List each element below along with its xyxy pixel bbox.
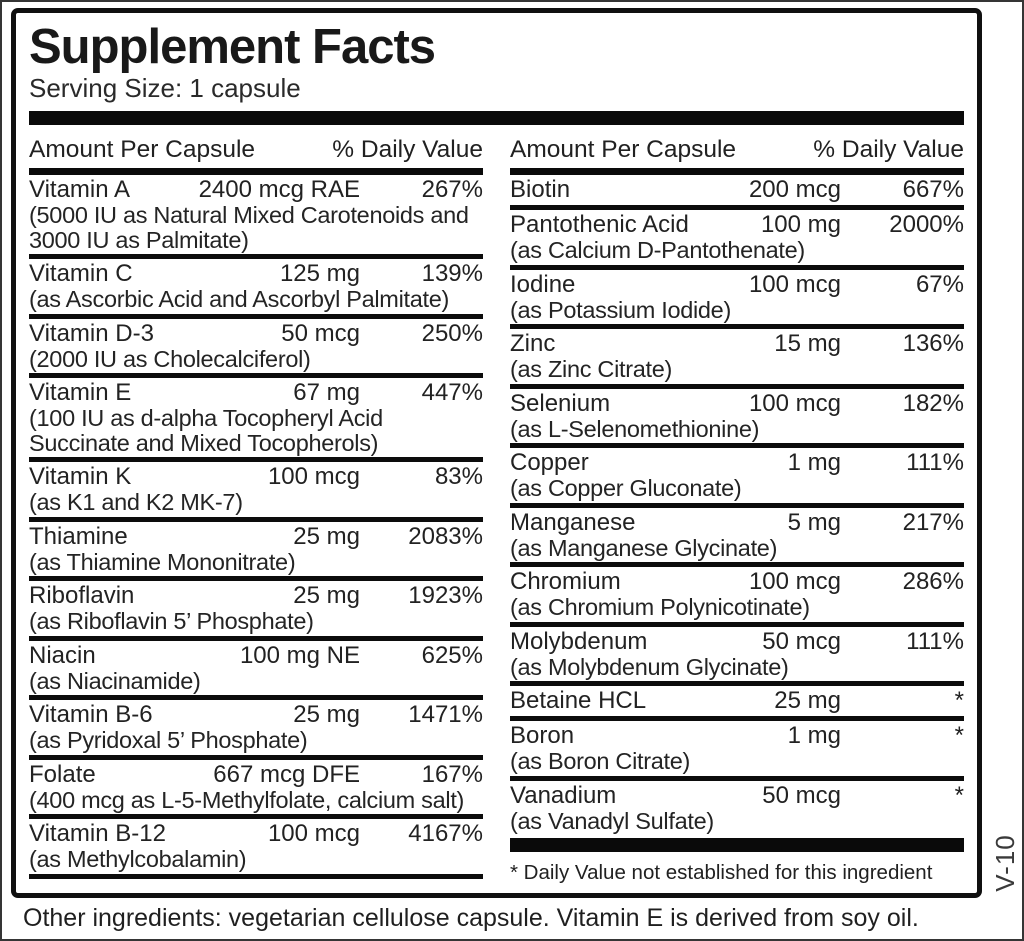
ingredient-amount: 100 mg xyxy=(760,211,841,238)
ingredient-amount: 25 mg xyxy=(293,701,360,728)
supplement-facts-panel xyxy=(11,8,982,898)
ingredient-row-main xyxy=(510,390,964,417)
serving-size: Serving Size: 1 capsule xyxy=(29,73,301,103)
ingredient-row-main xyxy=(29,523,483,550)
ingredient-row-main xyxy=(29,260,483,287)
ingredient-amount: 15 mg xyxy=(774,330,841,357)
ingredient-details: (as L-Selenomethionine) xyxy=(510,415,760,442)
ingredient-row-main xyxy=(29,463,483,490)
ingredient-daily-value: 2000% xyxy=(889,211,964,238)
panel-title: Supplement Facts xyxy=(29,20,436,74)
ingredient-row-main xyxy=(29,176,483,203)
ingredient-row-main xyxy=(510,176,964,203)
ingredient-row-main xyxy=(510,782,964,809)
ingredient-daily-value: 136% xyxy=(902,330,964,357)
ingredient-row-main xyxy=(29,582,483,609)
ingredient-details: (as Pyridoxal 5’ Phosphate) xyxy=(29,727,308,753)
ingredient-row xyxy=(510,567,964,627)
ingredient-amount: 100 mcg xyxy=(267,820,360,847)
ingredient-details: (as Niacinamide) xyxy=(29,667,201,694)
ingredient-details: (as Potassium Iodide) xyxy=(510,296,731,323)
ingredient-details: (as Manganese Glycinate) xyxy=(510,534,778,561)
ingredient-details: (as Boron Citrate) xyxy=(510,748,691,774)
left-column xyxy=(29,136,483,885)
ingredient-amount: 67 mg xyxy=(293,379,360,406)
header-divider-bar xyxy=(29,111,964,125)
ingredient-row-main xyxy=(29,761,483,788)
ingredient-details: (as Zinc Citrate) xyxy=(510,356,673,382)
ingredient-amount: 50 mcg xyxy=(762,627,841,655)
ingredient-row xyxy=(29,175,483,259)
ingredient-row xyxy=(510,210,964,270)
col-header-dv-label: % Daily Value xyxy=(332,136,483,163)
ingredient-daily-value: 67% xyxy=(915,270,964,298)
ingredient-details: (as Thiamine Mononitrate) xyxy=(29,548,296,575)
ingredient-daily-value: 1471% xyxy=(408,701,483,728)
ingredient-name: Boron xyxy=(510,722,575,749)
ingredient-daily-value: 667% xyxy=(902,176,964,203)
ingredient-daily-value: 83% xyxy=(434,463,483,490)
ingredient-daily-value: * xyxy=(954,781,964,809)
ingredient-row-main xyxy=(510,568,964,595)
ingredient-row xyxy=(29,581,483,641)
ingredient-row xyxy=(29,462,483,522)
daily-value-footnote: * Daily Value not established for this ingredient xyxy=(510,861,933,884)
ingredient-row-main xyxy=(510,628,964,655)
ingredient-row-main xyxy=(510,509,964,536)
ingredient-name: Vitamin A xyxy=(29,176,130,203)
ingredient-row xyxy=(510,508,964,568)
ingredient-row xyxy=(29,259,483,319)
ingredient-row-main xyxy=(29,701,483,728)
left-column-header xyxy=(29,136,483,175)
ingredient-row xyxy=(510,721,964,781)
ingredient-details: (as Molybdenum Glycinate) xyxy=(510,653,789,680)
ingredient-daily-value: 217% xyxy=(902,508,964,536)
ingredient-row-main xyxy=(510,722,964,749)
ingredient-amount: 100 mcg xyxy=(748,270,841,298)
ingredient-daily-value: 267% xyxy=(421,176,483,203)
right-column xyxy=(510,136,964,885)
ingredient-row-main xyxy=(510,687,964,714)
ingredient-name: Biotin xyxy=(510,176,571,203)
ingredient-name: Copper xyxy=(510,449,589,476)
ingredient-daily-value: 447% xyxy=(421,379,483,406)
ingredient-daily-value: 625% xyxy=(421,641,483,669)
ingredient-row-main xyxy=(29,379,483,406)
ingredient-details: (as Calcium D-Pantothenate) xyxy=(510,237,805,263)
version-code: V-10 xyxy=(990,834,1020,892)
ingredient-amount: 667 mcg DFE xyxy=(213,760,360,788)
ingredient-row xyxy=(29,641,483,701)
ingredient-row xyxy=(29,819,483,879)
ingredient-daily-value: 182% xyxy=(902,389,964,417)
ingredient-daily-value: 286% xyxy=(902,568,964,595)
ingredient-amount: 1 mg xyxy=(787,449,841,476)
ingredient-name: Chromium xyxy=(510,568,621,595)
ingredient-daily-value: 139% xyxy=(421,260,483,287)
ingredient-row xyxy=(510,175,964,210)
ingredient-name: Iodine xyxy=(510,270,576,298)
ingredient-name: Molybdenum xyxy=(510,627,648,655)
ingredient-amount: 100 mcg xyxy=(748,568,841,595)
ingredient-row-main xyxy=(29,820,483,847)
ingredient-amount: 25 mg xyxy=(293,582,360,609)
ingredient-daily-value: 1923% xyxy=(408,582,483,609)
ingredient-row xyxy=(510,270,964,330)
ingredient-row xyxy=(510,781,964,836)
ingredient-amount: 1 mg xyxy=(787,722,841,749)
ingredient-name: Vitamin E xyxy=(29,379,132,406)
ingredient-amount: 100 mcg xyxy=(267,463,360,490)
ingredient-row xyxy=(510,448,964,508)
ingredient-name: Vitamin K xyxy=(29,463,132,490)
ingredient-row-main xyxy=(510,271,964,298)
ingredient-row xyxy=(510,686,964,721)
ingredient-name: Zinc xyxy=(510,330,556,357)
ingredient-details: (as Chromium Polynicotinate) xyxy=(510,594,810,620)
ingredient-row-main xyxy=(29,642,483,669)
ingredient-amount: 100 mcg xyxy=(748,389,841,417)
ingredient-details: (400 mcg as L-5-Methylfolate, calcium salt) xyxy=(29,786,465,813)
ingredient-name: Selenium xyxy=(510,389,611,417)
ingredient-row-main xyxy=(29,320,483,347)
ingredient-name: Vitamin D-3 xyxy=(29,319,154,347)
ingredient-details: (as Ascorbic Acid and Ascorbyl Palmitate) xyxy=(29,286,450,312)
ingredient-details: (as Methylcobalamin) xyxy=(29,846,247,872)
ingredient-name: Vitamin C xyxy=(29,260,133,287)
ingredient-row-main xyxy=(510,449,964,476)
ingredient-details: (5000 IU as Natural Mixed Carotenoids and 3000 IU as Palmitate) xyxy=(29,202,469,253)
ingredient-row xyxy=(29,760,483,820)
ingredient-name: Riboflavin xyxy=(29,582,135,609)
ingredient-daily-value: 111% xyxy=(906,627,964,655)
ingredient-amount: 25 mg xyxy=(774,687,841,714)
ingredient-amount: 2400 mcg RAE xyxy=(198,176,360,203)
ingredient-daily-value: 111% xyxy=(906,449,964,476)
ingredient-details: (as Riboflavin 5’ Phosphate) xyxy=(29,608,314,634)
ingredient-columns xyxy=(29,136,964,885)
ingredient-name: Vitamin B-6 xyxy=(29,701,153,728)
ingredient-daily-value: 2083% xyxy=(408,522,483,550)
ingredient-row-main xyxy=(510,211,964,238)
ingredient-daily-value: 250% xyxy=(421,319,483,347)
ingredient-amount: 50 mcg xyxy=(281,319,360,347)
ingredient-details: (as K1 and K2 MK-7) xyxy=(29,489,243,515)
right-column-header xyxy=(510,136,964,175)
ingredient-details: (as Vanadyl Sulfate) xyxy=(510,807,714,834)
ingredient-name: Niacin xyxy=(29,641,96,669)
ingredient-row xyxy=(510,389,964,449)
ingredient-row xyxy=(29,700,483,760)
col-header-dv-label: % Daily Value xyxy=(813,136,964,163)
ingredient-name: Thiamine xyxy=(29,522,128,550)
ingredient-row-main xyxy=(510,330,964,357)
ingredient-amount: 200 mcg xyxy=(748,176,841,203)
ingredient-name: Betaine HCL xyxy=(510,687,647,714)
ingredient-daily-value: * xyxy=(954,687,964,714)
col-header-amount-label: Amount Per Capsule xyxy=(29,136,256,163)
ingredient-daily-value: 4167% xyxy=(408,820,483,847)
ingredient-row xyxy=(29,319,483,379)
ingredient-row xyxy=(29,378,483,462)
ingredient-daily-value: 167% xyxy=(421,760,483,788)
right-column-rows xyxy=(510,175,964,835)
ingredient-amount: 5 mg xyxy=(787,508,841,536)
ingredient-row xyxy=(510,627,964,687)
ingredient-amount: 25 mg xyxy=(293,522,360,550)
ingredient-details: (2000 IU as Cholecalciferol) xyxy=(29,345,311,372)
ingredient-amount: 50 mcg xyxy=(762,781,841,809)
ingredient-amount: 125 mg xyxy=(279,260,360,287)
other-ingredients-text: Other ingredients: vegetarian cellulose capsule. Vitamin E is derived from soy oil. xyxy=(23,904,919,932)
ingredient-name: Vanadium xyxy=(510,781,617,809)
ingredient-name: Folate xyxy=(29,760,96,788)
left-column-rows xyxy=(29,175,483,879)
ingredient-details: (100 IU as d-alpha Tocopheryl Acid Succinate and Mixed Tocopherols) xyxy=(29,405,383,456)
ingredient-daily-value: * xyxy=(954,722,964,749)
footnote-divider-bar xyxy=(510,838,964,852)
ingredient-details: (as Copper Gluconate) xyxy=(510,475,742,501)
ingredient-name: Pantothenic Acid xyxy=(510,211,689,238)
ingredient-name: Manganese xyxy=(510,508,636,536)
ingredient-row xyxy=(29,522,483,582)
ingredient-row xyxy=(510,329,964,389)
ingredient-name: Vitamin B-12 xyxy=(29,820,166,847)
col-header-amount-label: Amount Per Capsule xyxy=(510,136,737,163)
ingredient-amount: 100 mg NE xyxy=(239,641,360,669)
